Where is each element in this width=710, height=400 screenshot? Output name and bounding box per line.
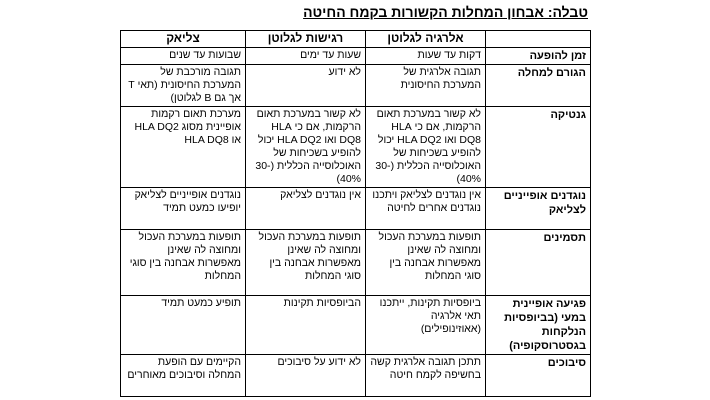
table-cell: דקות עד שעות	[366, 48, 486, 65]
header-celiac: צליאק	[121, 31, 246, 48]
table-cell: שבועות עד שנים	[121, 48, 246, 65]
table-header-row	[121, 31, 591, 48]
table-row	[121, 355, 591, 397]
table-cell: הביופסיות תקינות	[246, 296, 366, 355]
row-label: תסמינים	[486, 230, 591, 296]
table-cell: תתכן תגובה אלרגית קשה בחשיפה לקמח חיטה	[366, 355, 486, 397]
row-label: זמן להופעה	[486, 48, 591, 65]
row-label: גנטיקה	[486, 107, 591, 188]
table-cell: תופעות במערכת העכול ומחוצה לה שאינן מאפשרות אבחנה בין סוגי המחלות	[366, 230, 486, 296]
table-cell: לא ידוע	[246, 65, 366, 107]
table-row	[121, 230, 591, 296]
table-cell: ביופסיות תקינות, ייתכנו תאי אלרגיה (אאוזינופילים)	[366, 296, 486, 355]
row-label: הגורם למחלה	[486, 65, 591, 107]
table-cell: תגובה אלרגית של המערכת החיסונית	[366, 65, 486, 107]
row-label: פגיעה אופיינית במעי (בביופסיות הנלקחות בגסטרוסקופיה)	[486, 296, 591, 355]
table-cell: תופעות במערכת העכול ומחוצה לה שאינן מאפשרות אבחנה בין סוגי המחלות	[121, 230, 246, 296]
table-cell: נוגדנים אופייניים לצליאק יופיעו כמעט תמיד	[121, 188, 246, 230]
table-cell: תופיע כמעט תמיד	[121, 296, 246, 355]
comparison-table	[120, 30, 591, 397]
row-label: סיבוכים	[486, 355, 591, 397]
table-row	[121, 65, 591, 107]
table-row	[121, 107, 591, 188]
table-cell: תגובה מורכבת של המערכת החיסונית (תאי T אך גם B לגלוטן)	[121, 65, 246, 107]
table-cell: הקיימים עם הופעת המחלה וסיבוכים מאוחרים	[121, 355, 246, 397]
header-empty	[486, 31, 591, 48]
page-title: טבלה: אבחון המחלות הקשורות בקמח החיטה	[303, 4, 588, 20]
header-gluten-sensitivity: רגישות לגלוטן	[246, 31, 366, 48]
table-row	[121, 48, 591, 65]
row-label: נוגדנים אופייניים לצליאק	[486, 188, 591, 230]
table-row	[121, 296, 591, 355]
header-gluten-allergy: אלרגיה לגלוטן	[366, 31, 486, 48]
table-cell: לא קשור במערכת תאום הרקמות, אם כי HLA DQ8 ואו HLA DQ2 יכול להופיע בשכיחות של האוכלוסייה הכללית (30-40%)	[246, 107, 366, 188]
table-cell: שעות עד ימים	[246, 48, 366, 65]
table-cell: תופעות במערכת העכול ומחוצה לה שאינן מאפשרות אבחנה בין סוגי המחלות	[246, 230, 366, 296]
table-row	[121, 188, 591, 230]
table-cell: אין נוגדנים לצליאק ויתכנו נוגדנים אחרים לחיטה	[366, 188, 486, 230]
table-cell: אין נוגדנים לצליאק	[246, 188, 366, 230]
table-cell: לא קשור במערכת תאום הרקמות, אם כי HLA DQ8 ואו HLA DQ2 יכול להופיע בשכיחות של האוכלוסייה הכללית (30-40%)	[366, 107, 486, 188]
table-cell: מערכת תאום רקמות אופיינית מסוג HLA DQ2 או HLA DQ8	[121, 107, 246, 188]
table-cell: לא ידוע על סיבוכים	[246, 355, 366, 397]
